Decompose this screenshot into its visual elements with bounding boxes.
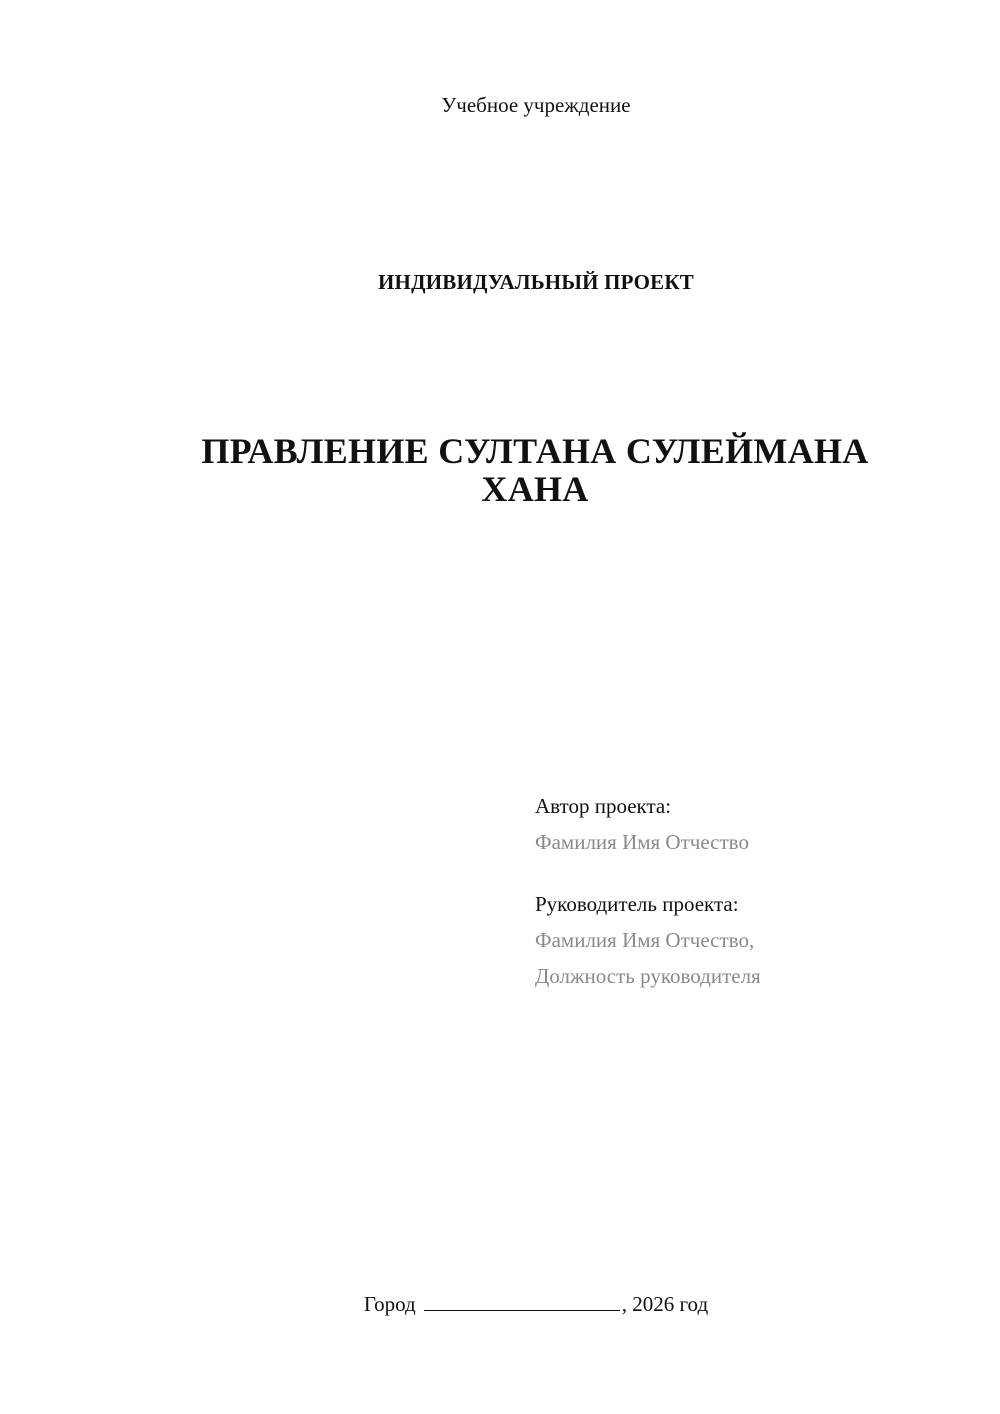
author-label: Автор проекта: [535, 794, 672, 818]
institution-name: Учебное учреждение [441, 93, 631, 117]
supervisor-label: Руководитель проекта: [535, 892, 739, 916]
project-title-line-2: ХАНА [481, 469, 589, 509]
project-title-line-1: ПРАВЛЕНИЕ СУЛТАНА СУЛЕЙМАНА [201, 431, 869, 471]
supervisor-name: Фамилия Имя Отчество, [535, 928, 755, 952]
city-blank-line [424, 1289, 620, 1311]
author-name: Фамилия Имя Отчество [535, 830, 749, 854]
year-text: , 2026 год [621, 1292, 709, 1316]
city-year-line [0, 1289, 1000, 1319]
supervisor-position: Должность руководителя [535, 964, 761, 988]
project-title [150, 432, 920, 508]
credits-block [535, 788, 975, 994]
document-type: ИНДИВИДУАЛЬНЫЙ ПРОЕКТ [378, 270, 694, 294]
credits-spacer [535, 860, 975, 886]
city-label: Город [363, 1292, 416, 1316]
